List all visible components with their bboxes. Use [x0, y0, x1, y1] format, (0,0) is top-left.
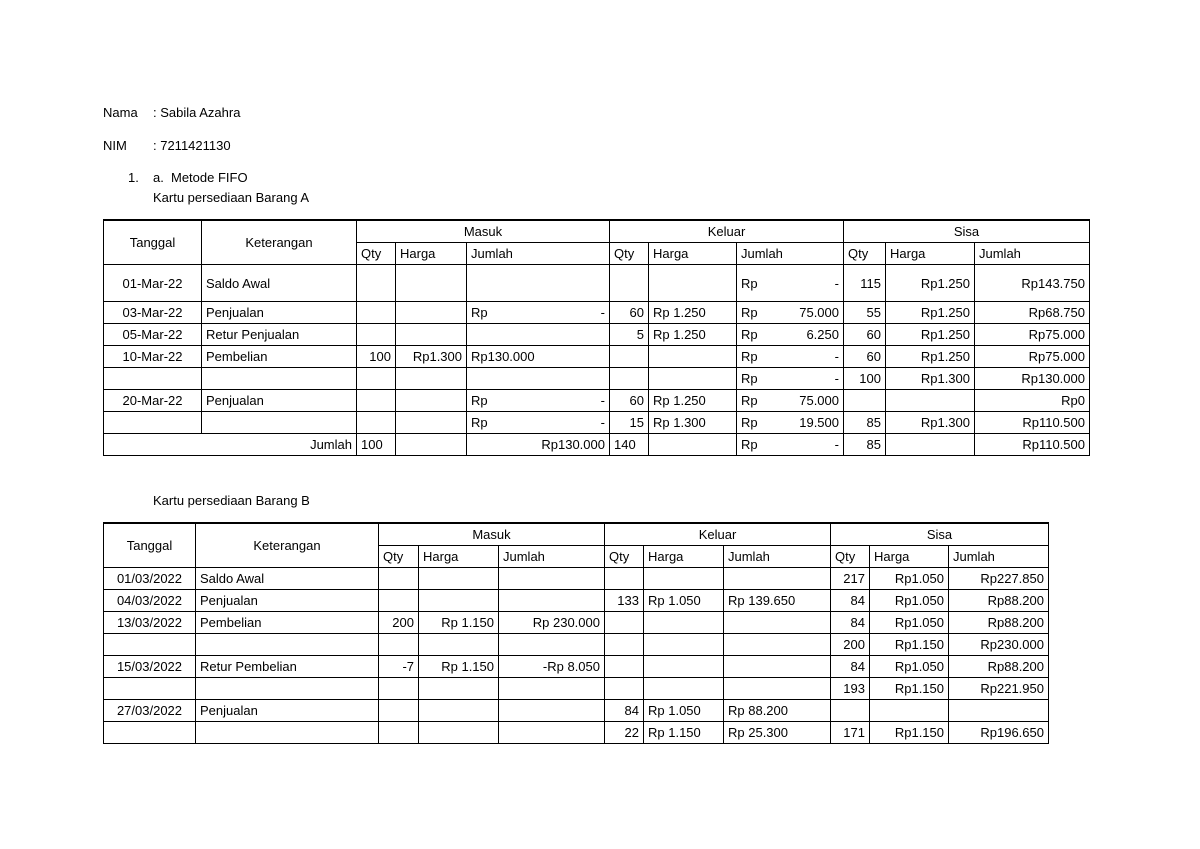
keterangan-cell: [196, 678, 379, 700]
tanggal-cell: 01-Mar-22: [104, 265, 202, 302]
keterangan-cell: [202, 412, 357, 434]
col-sisa: Sisa: [844, 220, 1090, 243]
sisa-qty-cell: 100: [844, 368, 886, 390]
sisa-jumlah-cell: Rp75.000: [975, 346, 1090, 368]
sisa-jumlah-cell: Rp75.000: [975, 324, 1090, 346]
keluar-qty-cell: 5: [610, 324, 649, 346]
col-qty: Qty: [831, 546, 870, 568]
total-row: [104, 434, 1090, 456]
col-jumlah: Jumlah: [467, 243, 610, 265]
sisa-qty-cell: 55: [844, 302, 886, 324]
sisa-jumlah-cell: Rp221.950: [949, 678, 1049, 700]
masuk-harga-cell: [396, 412, 467, 434]
sisa-jumlah-cell: Rp0: [975, 390, 1090, 412]
sisa-jumlah-cell: Rp88.200: [949, 612, 1049, 634]
total-masuk-jumlah: Rp130.000: [467, 434, 610, 456]
sisa-jumlah-cell: Rp68.750: [975, 302, 1090, 324]
keluar-jumlah-cell: Rp 139.650: [724, 590, 831, 612]
inventory-card-a: [103, 219, 1090, 456]
table-row: [104, 590, 1049, 612]
keterangan-cell: Saldo Awal: [196, 568, 379, 590]
col-harga: Harga: [886, 243, 975, 265]
col-jumlah: Jumlah: [737, 243, 844, 265]
masuk-harga-cell: [419, 722, 499, 744]
col-jumlah: Jumlah: [724, 546, 831, 568]
keluar-harga-cell: [644, 634, 724, 656]
keluar-harga-cell: Rp 1.300: [649, 412, 737, 434]
keluar-harga-cell: Rp 1.050: [644, 590, 724, 612]
empty-cell: [396, 434, 467, 456]
keterangan-cell: Pembelian: [196, 612, 379, 634]
keluar-jumlah-cell: [724, 612, 831, 634]
keluar-qty-cell: [610, 368, 649, 390]
keluar-jumlah-cell: Rp 6.250: [737, 324, 844, 346]
table-row: [104, 324, 1090, 346]
masuk-jumlah-cell: Rp -: [467, 390, 610, 412]
sisa-qty-cell: 200: [831, 634, 870, 656]
masuk-jumlah-cell: [467, 265, 610, 302]
sisa-qty-cell: [831, 700, 870, 722]
tanggal-cell: 27/03/2022: [104, 700, 196, 722]
sisa-harga-cell: Rp1.050: [870, 656, 949, 678]
masuk-jumlah-cell: [499, 700, 605, 722]
item-number: 1.: [128, 170, 139, 185]
masuk-harga-cell: [396, 302, 467, 324]
nim-value: : 7211421130: [153, 138, 231, 153]
keluar-harga-cell: [644, 678, 724, 700]
sisa-qty-cell: 84: [831, 656, 870, 678]
table-row: [104, 412, 1090, 434]
keluar-qty-cell: [605, 678, 644, 700]
col-tanggal: Tanggal: [104, 220, 202, 265]
table-row: [104, 346, 1090, 368]
masuk-harga-cell: [396, 390, 467, 412]
keluar-qty-cell: [610, 346, 649, 368]
col-keterangan: Keterangan: [196, 523, 379, 568]
sisa-harga-cell: Rp1.300: [886, 412, 975, 434]
total-keluar-jumlah: Rp -: [737, 434, 844, 456]
masuk-jumlah-cell: [499, 568, 605, 590]
col-qty: Qty: [357, 243, 396, 265]
tanggal-cell: [104, 412, 202, 434]
keterangan-cell: [196, 634, 379, 656]
keluar-harga-cell: [644, 612, 724, 634]
keluar-qty-cell: 15: [610, 412, 649, 434]
keluar-jumlah-cell: Rp 75.000: [737, 390, 844, 412]
nama-value: : Sabila Azahra: [153, 105, 241, 120]
keluar-qty-cell: 84: [605, 700, 644, 722]
sisa-jumlah-cell: Rp196.650: [949, 722, 1049, 744]
keluar-qty-cell: [605, 612, 644, 634]
total-sisa-jumlah: Rp110.500: [975, 434, 1090, 456]
keterangan-cell: Penjualan: [196, 590, 379, 612]
sisa-harga-cell: Rp1.050: [870, 612, 949, 634]
col-jumlah: Jumlah: [949, 546, 1049, 568]
keluar-qty-cell: [605, 656, 644, 678]
keluar-harga-cell: Rp 1.250: [649, 324, 737, 346]
header-row: [104, 523, 1049, 546]
tanggal-cell: [104, 634, 196, 656]
col-keluar: Keluar: [605, 523, 831, 546]
keterangan-cell: Pembelian: [202, 346, 357, 368]
col-jumlah: Jumlah: [499, 546, 605, 568]
col-qty: Qty: [605, 546, 644, 568]
tanggal-cell: 03-Mar-22: [104, 302, 202, 324]
col-sisa: Sisa: [831, 523, 1049, 546]
keluar-jumlah-cell: Rp 19.500: [737, 412, 844, 434]
card-b-title: Kartu persediaan Barang B: [153, 493, 310, 508]
keluar-qty-cell: [605, 568, 644, 590]
col-tanggal: Tanggal: [104, 523, 196, 568]
tanggal-cell: [104, 368, 202, 390]
keterangan-cell: Saldo Awal: [202, 265, 357, 302]
sisa-qty-cell: 84: [831, 590, 870, 612]
masuk-jumlah-cell: Rp130.000: [467, 346, 610, 368]
keluar-harga-cell: [649, 346, 737, 368]
keterangan-cell: Retur Pembelian: [196, 656, 379, 678]
tanggal-cell: [104, 722, 196, 744]
sisa-qty-cell: 171: [831, 722, 870, 744]
sisa-qty-cell: 84: [831, 612, 870, 634]
sisa-qty-cell: 60: [844, 346, 886, 368]
masuk-jumlah-cell: -Rp 8.050: [499, 656, 605, 678]
sisa-jumlah-cell: Rp230.000: [949, 634, 1049, 656]
table-row: [104, 634, 1049, 656]
sisa-jumlah-cell: [949, 700, 1049, 722]
tanggal-cell: 13/03/2022: [104, 612, 196, 634]
keterangan-cell: Penjualan: [196, 700, 379, 722]
sisa-jumlah-cell: Rp88.200: [949, 590, 1049, 612]
table-row: [104, 656, 1049, 678]
masuk-qty-cell: [357, 368, 396, 390]
keluar-jumlah-cell: [724, 656, 831, 678]
masuk-jumlah-cell: [499, 678, 605, 700]
col-keterangan: Keterangan: [202, 220, 357, 265]
header-row: [104, 220, 1090, 243]
masuk-qty-cell: [357, 412, 396, 434]
sisa-jumlah-cell: Rp227.850: [949, 568, 1049, 590]
sisa-harga-cell: Rp1.250: [886, 265, 975, 302]
masuk-harga-cell: [396, 265, 467, 302]
masuk-harga-cell: [396, 324, 467, 346]
sisa-qty-cell: 85: [844, 412, 886, 434]
table-row: [104, 390, 1090, 412]
masuk-qty-cell: 100: [357, 346, 396, 368]
masuk-jumlah-cell: [499, 634, 605, 656]
col-jumlah: Jumlah: [975, 243, 1090, 265]
tanggal-cell: 15/03/2022: [104, 656, 196, 678]
masuk-qty-cell: [379, 678, 419, 700]
total-sisa-qty: 85: [844, 434, 886, 456]
sisa-jumlah-cell: Rp130.000: [975, 368, 1090, 390]
keluar-harga-cell: Rp 1.250: [649, 390, 737, 412]
masuk-harga-cell: [419, 590, 499, 612]
sisa-qty-cell: 217: [831, 568, 870, 590]
keluar-jumlah-cell: Rp 75.000: [737, 302, 844, 324]
keluar-harga-cell: Rp 1.050: [644, 700, 724, 722]
keluar-harga-cell: [644, 568, 724, 590]
keluar-jumlah-cell: Rp -: [737, 368, 844, 390]
col-masuk: Masuk: [357, 220, 610, 243]
keluar-qty-cell: [605, 634, 644, 656]
masuk-qty-cell: [357, 265, 396, 302]
keluar-harga-cell: [644, 656, 724, 678]
keluar-jumlah-cell: Rp 25.300: [724, 722, 831, 744]
keterangan-cell: [196, 722, 379, 744]
masuk-harga-cell: Rp 1.150: [419, 656, 499, 678]
masuk-qty-cell: [379, 568, 419, 590]
sisa-qty-cell: 60: [844, 324, 886, 346]
sisa-harga-cell: Rp1.300: [886, 368, 975, 390]
keluar-jumlah-cell: Rp 88.200: [724, 700, 831, 722]
keluar-harga-cell: [649, 368, 737, 390]
masuk-jumlah-cell: [467, 324, 610, 346]
masuk-jumlah-cell: Rp 230.000: [499, 612, 605, 634]
masuk-qty-cell: [379, 722, 419, 744]
tanggal-cell: 05-Mar-22: [104, 324, 202, 346]
keterangan-cell: Penjualan: [202, 390, 357, 412]
sisa-qty-cell: [844, 390, 886, 412]
masuk-harga-cell: [419, 634, 499, 656]
keluar-qty-cell: [610, 265, 649, 302]
inventory-card-b: [103, 522, 1049, 744]
col-qty: Qty: [379, 546, 419, 568]
total-label: Jumlah: [104, 434, 357, 456]
table-row: [104, 678, 1049, 700]
table-row: [104, 302, 1090, 324]
masuk-qty-cell: [379, 634, 419, 656]
masuk-jumlah-cell: Rp -: [467, 412, 610, 434]
col-keluar: Keluar: [610, 220, 844, 243]
table-row: [104, 568, 1049, 590]
keluar-jumlah-cell: Rp -: [737, 346, 844, 368]
keluar-qty-cell: 22: [605, 722, 644, 744]
tanggal-cell: [104, 678, 196, 700]
masuk-jumlah-cell: [467, 368, 610, 390]
masuk-qty-cell: [379, 590, 419, 612]
sisa-harga-cell: Rp1.150: [870, 722, 949, 744]
item-letter: a.: [153, 170, 164, 185]
masuk-harga-cell: Rp1.300: [396, 346, 467, 368]
sisa-jumlah-cell: Rp110.500: [975, 412, 1090, 434]
keluar-harga-cell: Rp 1.250: [649, 302, 737, 324]
masuk-qty-cell: [357, 390, 396, 412]
sisa-harga-cell: Rp1.050: [870, 568, 949, 590]
keterangan-cell: Penjualan: [202, 302, 357, 324]
sisa-jumlah-cell: Rp143.750: [975, 265, 1090, 302]
empty-cell: [649, 434, 737, 456]
masuk-harga-cell: [396, 368, 467, 390]
masuk-qty-cell: 200: [379, 612, 419, 634]
sisa-harga-cell: Rp1.050: [870, 590, 949, 612]
col-qty: Qty: [844, 243, 886, 265]
col-qty: Qty: [610, 243, 649, 265]
keluar-qty-cell: 133: [605, 590, 644, 612]
tanggal-cell: 01/03/2022: [104, 568, 196, 590]
method-title: Metode FIFO: [171, 170, 248, 185]
sisa-harga-cell: [886, 390, 975, 412]
total-keluar-qty: 140: [610, 434, 649, 456]
keluar-jumlah-cell: [724, 634, 831, 656]
sisa-harga-cell: Rp1.150: [870, 634, 949, 656]
table-row: [104, 700, 1049, 722]
col-harga: Harga: [419, 546, 499, 568]
keterangan-cell: Retur Penjualan: [202, 324, 357, 346]
keluar-harga-cell: Rp 1.150: [644, 722, 724, 744]
masuk-qty-cell: [357, 324, 396, 346]
nama-label: Nama: [103, 105, 138, 120]
keterangan-cell: [202, 368, 357, 390]
masuk-jumlah-cell: Rp -: [467, 302, 610, 324]
masuk-qty-cell: [357, 302, 396, 324]
empty-cell: [886, 434, 975, 456]
sisa-harga-cell: Rp1.150: [870, 678, 949, 700]
sisa-harga-cell: Rp1.250: [886, 346, 975, 368]
tanggal-cell: 04/03/2022: [104, 590, 196, 612]
card-a-title: Kartu persediaan Barang A: [153, 190, 310, 205]
col-masuk: Masuk: [379, 523, 605, 546]
masuk-harga-cell: [419, 678, 499, 700]
sisa-harga-cell: Rp1.250: [886, 324, 975, 346]
masuk-harga-cell: Rp 1.150: [419, 612, 499, 634]
masuk-jumlah-cell: [499, 590, 605, 612]
table-row: [104, 368, 1090, 390]
sisa-harga-cell: Rp1.250: [886, 302, 975, 324]
tanggal-cell: 20-Mar-22: [104, 390, 202, 412]
masuk-harga-cell: [419, 700, 499, 722]
keluar-qty-cell: 60: [610, 390, 649, 412]
keluar-jumlah-cell: [724, 678, 831, 700]
masuk-qty-cell: [379, 700, 419, 722]
masuk-harga-cell: [419, 568, 499, 590]
keluar-jumlah-cell: Rp -: [737, 265, 844, 302]
col-harga: Harga: [644, 546, 724, 568]
keluar-jumlah-cell: [724, 568, 831, 590]
masuk-jumlah-cell: [499, 722, 605, 744]
sisa-qty-cell: 115: [844, 265, 886, 302]
masuk-qty-cell: -7: [379, 656, 419, 678]
sisa-harga-cell: [870, 700, 949, 722]
sisa-jumlah-cell: Rp88.200: [949, 656, 1049, 678]
keluar-harga-cell: [649, 265, 737, 302]
col-harga: Harga: [649, 243, 737, 265]
nim-label: NIM: [103, 138, 127, 153]
col-harga: Harga: [870, 546, 949, 568]
table-row: [104, 612, 1049, 634]
total-masuk-qty: 100: [357, 434, 396, 456]
table-row: [104, 265, 1090, 302]
table-row: [104, 722, 1049, 744]
keluar-qty-cell: 60: [610, 302, 649, 324]
tanggal-cell: 10-Mar-22: [104, 346, 202, 368]
col-harga: Harga: [396, 243, 467, 265]
sisa-qty-cell: 193: [831, 678, 870, 700]
